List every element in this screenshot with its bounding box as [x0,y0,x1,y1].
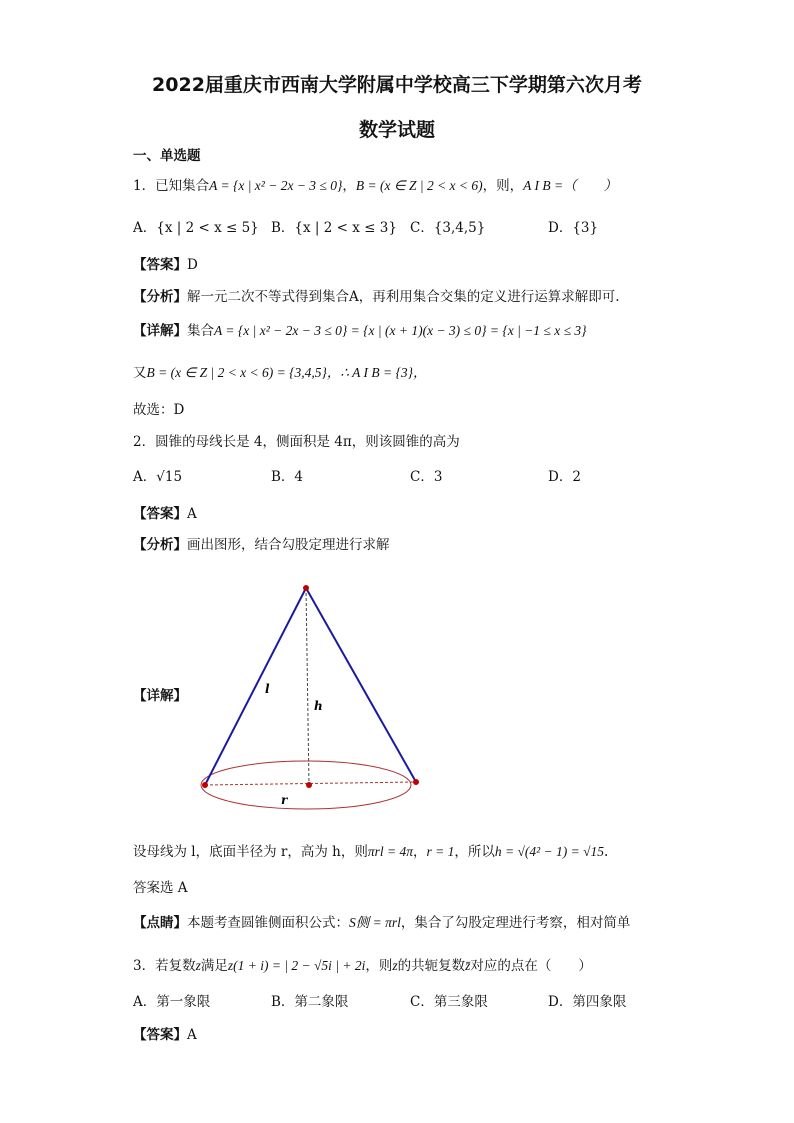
q1-option-d: D．{3} [548,220,599,236]
q1-set-b: B = (x ∈ Z | 2 < x < 6) [355,178,483,193]
q2-option-c: C．3 [410,469,443,485]
q2-analysis: 【分析】画出图形，结合勾股定理进行求解 [133,537,390,553]
q2-stem: 2．圆锥的母线长是 4，侧面积是 4π，则该圆锥的高为 [133,434,460,450]
q2-option-a: A．√15 [133,469,183,485]
q1-detail: 【详解】集合A = {x | x² − 2x − 3 ≤ 0} = {x | (x + 1)(x − 3) ≤ 0} = {x | −1 ≤ x ≤ 3} [133,323,587,339]
cone-generatrix-left [205,588,306,785]
cone-height-line [306,588,309,785]
q3-stem: 3．若复数z满足z(1 + i) = | 2 − √5i | + 2i，则z的共轭复数z̄对应的点在（ ） [133,958,592,974]
base-left-point [202,782,208,788]
cone-generatrix-right [306,588,416,782]
q1-detail-2: 又B = (x ∈ Z | 2 < x < 6) = {3,4,5}，∴ A I B = {3}， [133,365,427,381]
base-center-point [306,782,312,788]
apex-point [303,585,309,591]
q1-answer: 【答案】D [133,257,198,273]
q2-option-b: B．4 [271,469,304,485]
q1-set-a: A = {x | x² − 2x − 3 ≤ 0} [209,178,343,193]
q1-conclusion: 故选：D [133,402,185,418]
document-subtitle: 数学试题 [358,119,435,141]
label-l: l [265,682,270,696]
q1-option-c: C．{3,4,5} [410,220,486,236]
q1-ask: A I B =（ ） [523,178,618,193]
cone-figure [195,575,430,815]
q3-option-b: B．第二象限 [271,994,349,1010]
q2-explain: 设母线为 l，底面半径为 r，高为 h，则πrl = 4π，r = 1，所以h = √(4² − 1) = √15. [133,844,609,860]
q3-answer: 【答案】A [133,1027,197,1043]
q3-option-c: C．第三象限 [410,994,488,1010]
label-h: h [314,699,323,713]
q2-answer: 【答案】A [133,506,197,522]
q3-option-d: D．第四象限 [548,994,627,1010]
q1-analysis: 【分析】解一元二次不等式得到集合A，再利用集合交集的定义进行运算求解即可. [133,289,620,305]
label-r: r [281,793,288,807]
document-title: 2022届重庆市西南大学附属中学校高三下学期第六次月考 [152,74,642,96]
q1-option-a: A．{x | 2 < x ≤ 5} [133,220,259,236]
q2-remark: 【点睛】本题考查圆锥侧面积公式：S侧 = πrl，集合了勾股定理进行考察，相对简单 [133,915,631,931]
q2-answer-line: 答案选 A [133,880,188,896]
base-right-point [413,779,419,785]
q2-detail-tag: 【详解】 [133,688,187,704]
q1-option-b: B．{x | 2 < x ≤ 3} [271,220,397,236]
q2-option-d: D．2 [548,469,581,485]
q3-option-a: A．第一象限 [133,994,211,1010]
section-heading: 一、单选题 [133,148,201,164]
q1-stem: 1．已知集合A = {x | x² − 2x − 3 ≤ 0}，B = (x ∈ Z | 2 < x < 6)，则，A I B =（ ） [133,178,618,194]
